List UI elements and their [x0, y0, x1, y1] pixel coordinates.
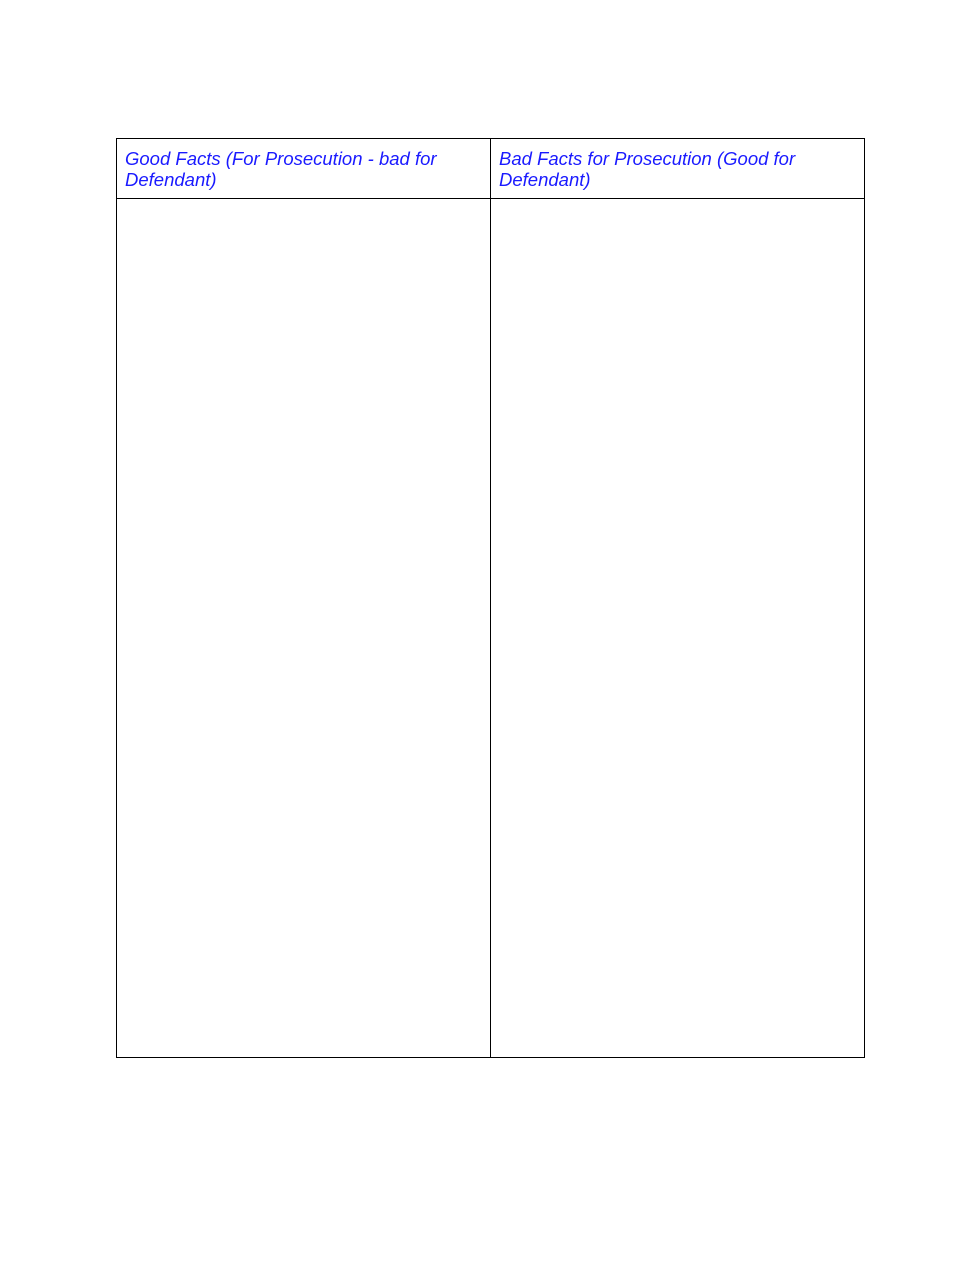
facts-comparison-table [116, 138, 865, 1058]
bad-facts-header: Bad Facts for Prosecution (Good for Defendant) [491, 139, 865, 199]
table-row [117, 199, 865, 1058]
good-facts-cell[interactable] [117, 199, 491, 1058]
table-header-row [117, 139, 865, 199]
good-facts-header: Good Facts (For Prosecution - bad for Defendant) [117, 139, 491, 199]
bad-facts-cell[interactable] [491, 199, 865, 1058]
